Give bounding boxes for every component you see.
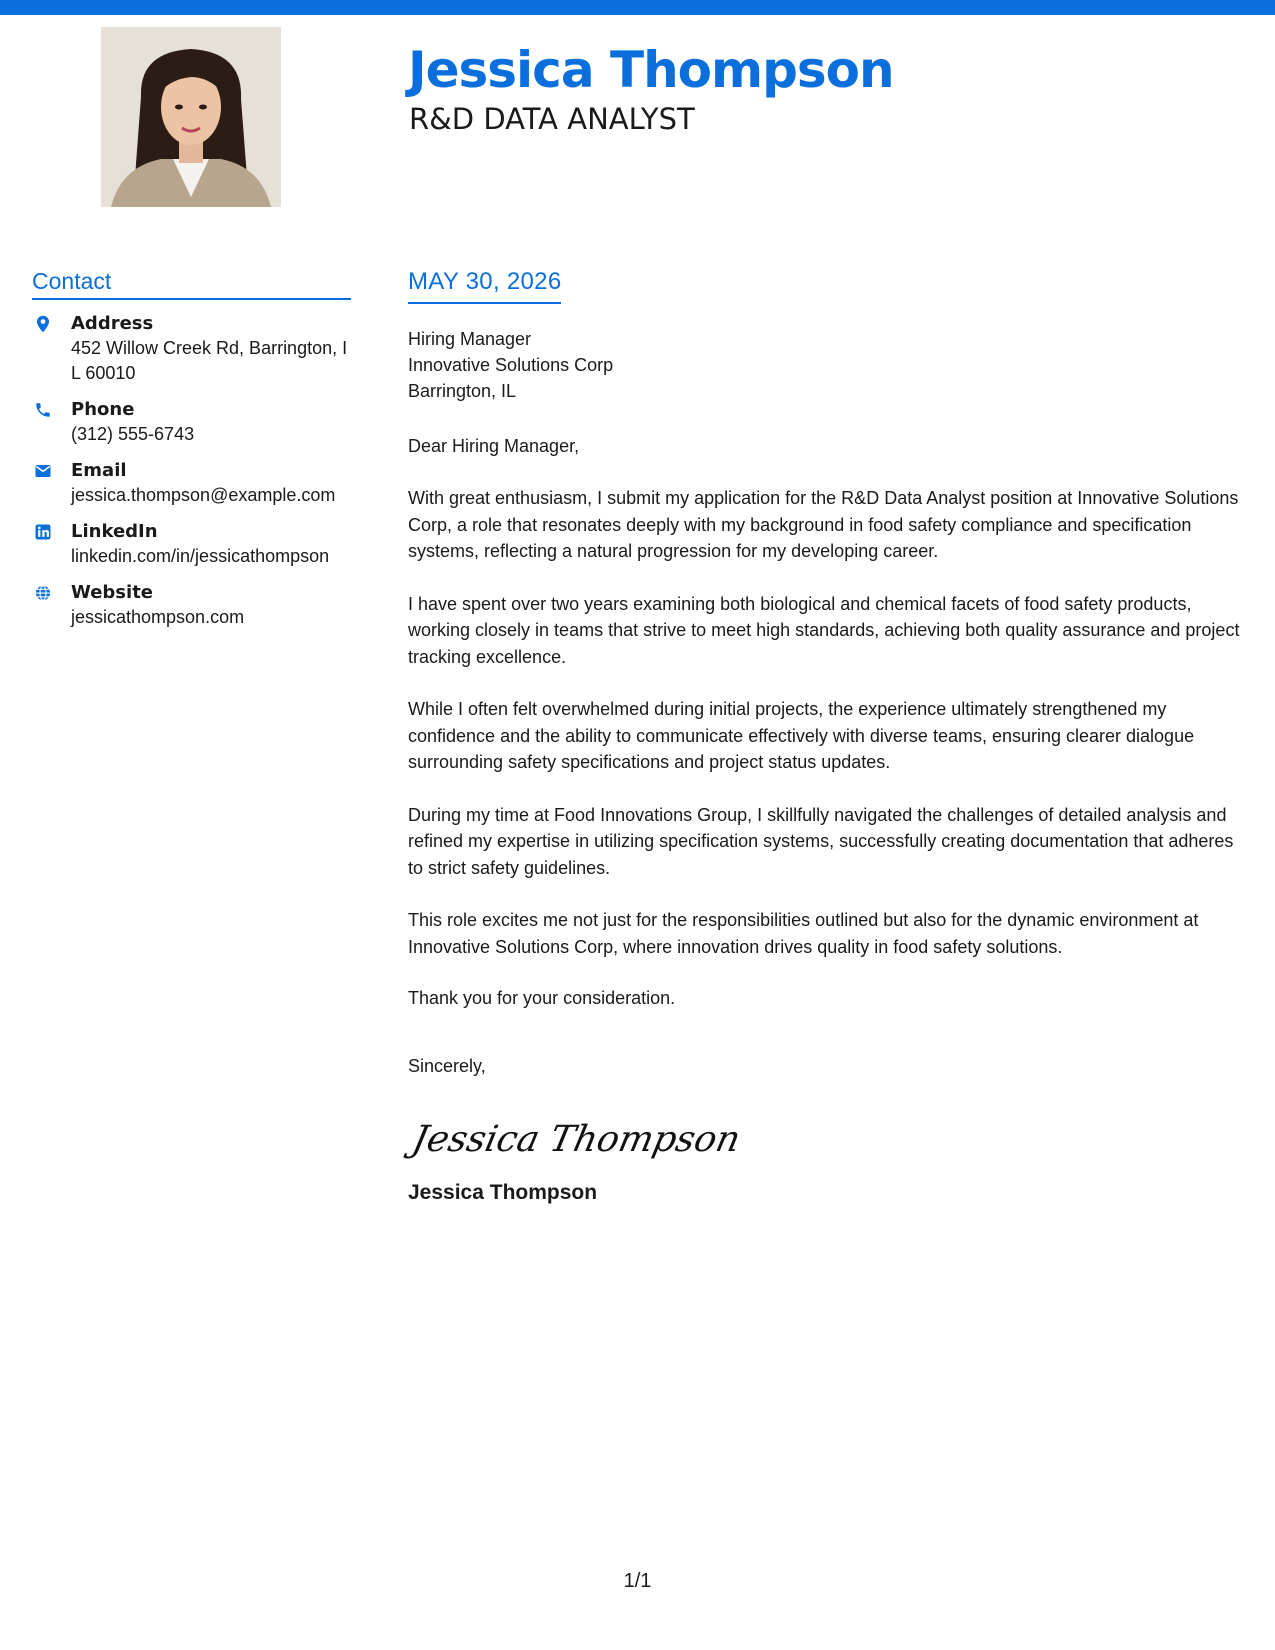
recipient-line: Hiring Manager [408, 329, 532, 349]
contact-label: Address [71, 313, 154, 334]
email-icon [34, 462, 52, 480]
contact-address [32, 312, 351, 386]
location-pin-icon [34, 315, 52, 333]
contact-sidebar [32, 268, 351, 642]
contact-value: 452 Willow Creek Rd, Barrington, IL 60010 [71, 338, 348, 383]
contact-website [32, 581, 351, 630]
profile-photo [101, 27, 281, 207]
recipient-block [408, 326, 1248, 404]
contact-email [32, 459, 351, 508]
letter-paragraph: During my time at Food Innovations Group, I skillfully navigated the challenges of detailed analysis and refined my expertise in utilizing specification systems, successfully creating documentation that adheres to strict safety guidelines. [408, 804, 1234, 878]
linkedin-icon [34, 523, 52, 541]
closing-line: Thank you for your consideration. [408, 988, 676, 1008]
page-number: 1/1 [623, 1570, 652, 1592]
applicant-name: Jessica Thompson [408, 41, 894, 99]
letter-paragraph: I have spent over two years examining both biological and chemical facets of food safety products, working closely in teams that strive to meet high standards, achieving both quality assurance and project tracking excellence. [408, 593, 1240, 667]
top-accent-bar [0, 0, 1275, 15]
salutation: Dear Hiring Manager, [408, 436, 580, 456]
contact-label: Phone [71, 399, 135, 420]
cover-letter-body [408, 268, 1248, 1205]
contact-linkedin [32, 520, 351, 569]
job-title: R&D DATA ANALYST [409, 102, 695, 136]
contact-heading: Contact [32, 268, 351, 300]
signature-glyphs: Jessica Thompson [408, 1117, 745, 1160]
contact-label: LinkedIn [71, 521, 158, 542]
signer-name: Jessica Thompson [408, 1181, 598, 1204]
contact-label: Email [71, 460, 127, 481]
recipient-line: Barrington, IL [408, 381, 517, 401]
letter-paragraph: While I often felt overwhelmed during initial projects, the experience ultimately strengthened my confidence and the ability to communicate effectively with diverse teams, ensuring clearer dialogue surrounding safety specifications and project status updates. [408, 699, 1195, 772]
handwritten-signature [408, 1107, 745, 1167]
letter-date: MAY 30, 2026 [408, 268, 561, 304]
globe-icon [34, 584, 52, 602]
phone-icon [34, 401, 52, 419]
contact-phone [32, 398, 351, 447]
email-link[interactable]: jessica.thompson@example.com [71, 485, 336, 505]
contact-value: (312) 555-6743 [71, 424, 195, 444]
letter-paragraph: With great enthusiasm, I submit my application for the R&D Data Analyst position at Innovative Solutions Corp, a role that resonates deeply with my background in food safety compliance and specification systems, reflecting a natural progression for my developing career. [408, 488, 1239, 561]
sign-off: Sincerely, [408, 1056, 486, 1076]
website-link[interactable]: jessicathompson.com [71, 607, 245, 627]
recipient-line: Innovative Solutions Corp [408, 355, 614, 375]
contact-label: Website [71, 582, 154, 603]
linkedin-link[interactable]: linkedin.com/in/jessicathompson [71, 546, 330, 566]
letter-paragraph: This role excites me not just for the responsibilities outlined but also for the dynamic environment at Innovative Solutions Corp, where innovation drives quality in food safety solutions. [408, 910, 1199, 957]
